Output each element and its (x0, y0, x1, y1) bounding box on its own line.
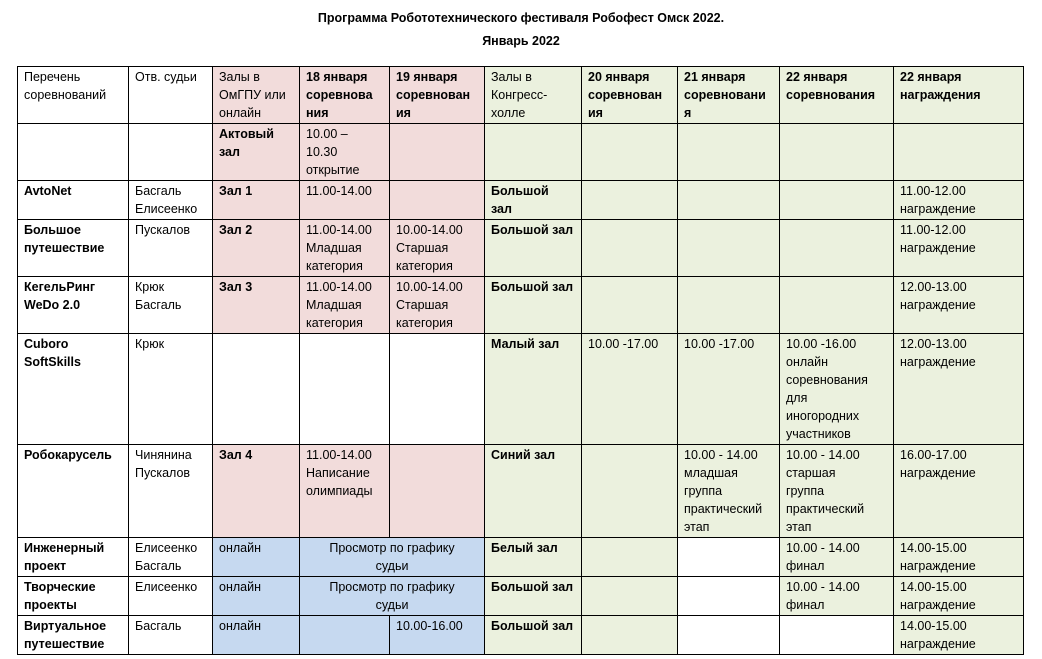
cell-jan22-competitions: 10.00 - 14.00 финал (780, 538, 894, 577)
cell-congress-hall (485, 124, 582, 181)
cell-jan22-competitions (780, 616, 894, 655)
cell-jan21 (678, 538, 780, 577)
header-jan19: 19 января соревнован ия (390, 67, 485, 124)
cell-competition: Большое путешествие (18, 220, 129, 277)
cell-jan19 (390, 124, 485, 181)
table-row (18, 577, 1024, 616)
table-row (18, 334, 1024, 445)
table-row (18, 124, 1024, 181)
table-row (18, 445, 1024, 538)
cell-jan20 (582, 445, 678, 538)
cell-jan21 (678, 220, 780, 277)
cell-jan22-awards: 12.00-13.00 награждение (894, 277, 1024, 334)
cell-jan19: 10.00-14.00 Старшая категория (390, 277, 485, 334)
cell-jan22-competitions (780, 124, 894, 181)
cell-hall: Актовый зал (213, 124, 300, 181)
cell-jan20 (582, 577, 678, 616)
cell-jan20 (582, 538, 678, 577)
cell-jan20 (582, 277, 678, 334)
cell-jan19 (390, 334, 485, 445)
header-halls-omgpu: Залы в ОмГПУ или онлайн (213, 67, 300, 124)
cell-jan18 (300, 616, 390, 655)
document-subtitle: Январь 2022 (482, 34, 560, 48)
table-row (18, 538, 1024, 577)
cell-congress-hall: Большой зал (485, 181, 582, 220)
cell-jan20 (582, 181, 678, 220)
table-row (18, 181, 1024, 220)
cell-hall: Зал 1 (213, 181, 300, 220)
cell-jan21 (678, 277, 780, 334)
cell-hall: онлайн (213, 577, 300, 616)
cell-hall: Зал 2 (213, 220, 300, 277)
cell-jan18: 11.00-14.00 (300, 181, 390, 220)
header-competitions: Перечень соревнований (18, 67, 129, 124)
cell-jan22-awards: 11.00-12.00 награждение (894, 220, 1024, 277)
cell-jan22-competitions: 10.00 - 14.00 финал (780, 577, 894, 616)
cell-jan19: 10.00-16.00 (390, 616, 485, 655)
cell-competition: Инженерный проект (18, 538, 129, 577)
cell-jan22-competitions (780, 181, 894, 220)
header-jan22-competitions: 22 января соревнования (780, 67, 894, 124)
cell-jan18: 11.00-14.00 Написание олимпиады (300, 445, 390, 538)
cell-jan20 (582, 220, 678, 277)
cell-congress-hall: Большой зал (485, 616, 582, 655)
cell-jan22-competitions (780, 220, 894, 277)
table-row (18, 616, 1024, 655)
cell-jan18: 10.00 – 10.30 открытие (300, 124, 390, 181)
cell-jan22-competitions: 10.00 - 14.00 старшая группа практический этап (780, 445, 894, 538)
header-halls-congress: Залы в Конгресс- холле (485, 67, 582, 124)
cell-congress-hall: Большой зал (485, 220, 582, 277)
cell-competition: Виртуальное путешествие (18, 616, 129, 655)
cell-competition: AvtoNet (18, 181, 129, 220)
cell-jan22-awards: 11.00-12.00 награждение (894, 181, 1024, 220)
cell-hall: Зал 3 (213, 277, 300, 334)
header-row (18, 67, 1024, 124)
cell-jan18-19: Просмотр по графику судьи (300, 577, 485, 616)
document-title: Программа Робототехнического фестиваля Робофест Омск 2022. (317, 11, 725, 25)
cell-jan22-awards: 14.00-15.00 награждение (894, 577, 1024, 616)
table-row (18, 220, 1024, 277)
cell-judges (129, 124, 213, 181)
cell-judges: Крюк Басгаль (129, 277, 213, 334)
cell-congress-hall: Синий зал (485, 445, 582, 538)
cell-jan20 (582, 124, 678, 181)
schedule-table (17, 66, 1024, 655)
cell-jan22-competitions: 10.00 -16.00 онлайн соревнования для иногородних участников (780, 334, 894, 445)
cell-jan21 (678, 616, 780, 655)
cell-jan21 (678, 181, 780, 220)
cell-jan20: 10.00 -17.00 (582, 334, 678, 445)
cell-congress-hall: Белый зал (485, 538, 582, 577)
header-jan18: 18 января соревнова ния (300, 67, 390, 124)
cell-jan22-awards: 16.00-17.00 награждение (894, 445, 1024, 538)
cell-competition: Cuboro SoftSkills (18, 334, 129, 445)
cell-jan22-awards: 14.00-15.00 награждение (894, 538, 1024, 577)
cell-judges: Чинянина Пускалов (129, 445, 213, 538)
cell-judges: Крюк (129, 334, 213, 445)
cell-judges: Басгаль (129, 616, 213, 655)
cell-jan22-awards: 14.00-15.00 награждение (894, 616, 1024, 655)
cell-competition: КегельРинг WeDo 2.0 (18, 277, 129, 334)
cell-judges: Елисеенко (129, 577, 213, 616)
cell-jan18-19: Просмотр по графику судьи (300, 538, 485, 577)
cell-hall (213, 334, 300, 445)
header-jan22-awards: 22 января награждения (894, 67, 1024, 124)
cell-judges: Пускалов (129, 220, 213, 277)
cell-jan19 (390, 181, 485, 220)
cell-jan21 (678, 577, 780, 616)
cell-congress-hall: Большой зал (485, 577, 582, 616)
cell-jan18 (300, 334, 390, 445)
cell-jan18: 11.00-14.00 Младшая категория (300, 277, 390, 334)
cell-hall: онлайн (213, 538, 300, 577)
cell-jan21: 10.00 -17.00 (678, 334, 780, 445)
cell-jan22-competitions (780, 277, 894, 334)
header-jan20: 20 января соревнован ия (582, 67, 678, 124)
cell-judges: Елисеенко Басгаль (129, 538, 213, 577)
header-judges: Отв. судьи (129, 67, 213, 124)
header-jan21: 21 января соревновани я (678, 67, 780, 124)
cell-jan18: 11.00-14.00 Младшая категория (300, 220, 390, 277)
cell-competition (18, 124, 129, 181)
cell-competition: Творческие проекты (18, 577, 129, 616)
cell-jan19 (390, 445, 485, 538)
cell-jan19: 10.00-14.00 Старшая категория (390, 220, 485, 277)
cell-jan21: 10.00 - 14.00 младшая группа практический этап (678, 445, 780, 538)
cell-jan20 (582, 616, 678, 655)
cell-hall: онлайн (213, 616, 300, 655)
cell-hall: Зал 4 (213, 445, 300, 538)
cell-judges: Басгаль Елисеенко (129, 181, 213, 220)
table-row (18, 277, 1024, 334)
cell-jan22-awards (894, 124, 1024, 181)
cell-jan22-awards: 12.00-13.00 награждение (894, 334, 1024, 445)
cell-competition: Робокарусель (18, 445, 129, 538)
cell-congress-hall: Большой зал (485, 277, 582, 334)
cell-jan21 (678, 124, 780, 181)
cell-congress-hall: Малый зал (485, 334, 582, 445)
